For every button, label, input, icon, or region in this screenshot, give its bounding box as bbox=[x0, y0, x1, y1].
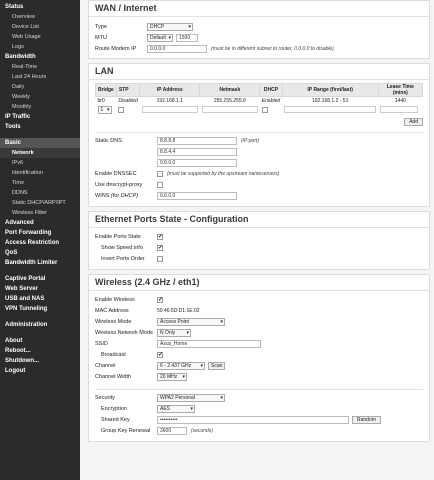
lan-bridge-table bbox=[95, 83, 423, 116]
group-key-renewal-input[interactable]: 3600 bbox=[157, 427, 187, 435]
random-key-button[interactable]: Random bbox=[352, 416, 381, 424]
wireless-mode-label: Wireless Mode bbox=[95, 319, 132, 325]
wireless-section bbox=[88, 274, 430, 442]
wireless-enable-checkbox[interactable] bbox=[157, 297, 163, 303]
ssid-input[interactable]: Asus_Home bbox=[157, 340, 261, 348]
new-lease-input[interactable] bbox=[380, 106, 418, 113]
sidebar-category-vpn-tunneling[interactable]: VPN Tunneling bbox=[5, 306, 48, 312]
sidebar-category-usb-and-nas[interactable]: USB and NAS bbox=[5, 296, 45, 302]
wireless-enable-label: Enable Wireless bbox=[95, 297, 135, 303]
sidebar-item-static-dhcp-arp-ipt[interactable]: Static DHCP/ARP/IPT bbox=[12, 200, 66, 206]
sidebar-item-ddns[interactable]: DDNS bbox=[12, 190, 28, 196]
sidebar-category-ip-traffic[interactable]: IP Traffic bbox=[5, 114, 31, 120]
dnscrypt-checkbox[interactable] bbox=[157, 182, 163, 188]
column-header: IP Range (first/last) bbox=[282, 84, 378, 97]
dnscrypt-label: Use dnscrypt-proxy bbox=[95, 182, 143, 188]
column-header: DHCP bbox=[260, 84, 282, 97]
network-mode-label: Wireless Network Mode bbox=[95, 330, 154, 336]
ip-cell: 192.168.1.1 bbox=[156, 98, 184, 105]
new-bridge-row bbox=[96, 106, 423, 116]
sidebar-category-captive-portal[interactable]: Captive Portal bbox=[5, 276, 46, 282]
column-header: IP Address bbox=[140, 84, 200, 97]
mac-label: MAC Address bbox=[95, 308, 129, 314]
network-mode-select[interactable]: N Only ▾ bbox=[157, 329, 191, 337]
sidebar-category-reboot[interactable]: Reboot... bbox=[5, 348, 31, 354]
wins-input[interactable]: 0.0.0.0 bbox=[157, 192, 237, 200]
dhcp-cell: Enabled bbox=[261, 98, 281, 105]
invert-ports-checkbox[interactable] bbox=[157, 256, 163, 262]
broadcast-label: Broadcast bbox=[101, 352, 126, 358]
dns-input-3[interactable]: 0.0.0.0 bbox=[157, 159, 237, 167]
wins-hint: (for DHCP) bbox=[110, 193, 139, 199]
scan-button[interactable]: Scan bbox=[208, 362, 225, 370]
sidebar-category-basic[interactable]: Basic bbox=[0, 138, 80, 148]
column-header: Netmask bbox=[200, 84, 260, 97]
ports-enable-label: Enable Ports State bbox=[95, 234, 141, 240]
sidebar-item-logs[interactable]: Logs bbox=[12, 44, 24, 50]
lan-title: LAN bbox=[89, 64, 429, 80]
channel-width-label: Channel Width bbox=[95, 374, 132, 380]
sidebar-category-status[interactable]: Status bbox=[5, 4, 24, 10]
sidebar-category-bandwidth[interactable]: Bandwidth bbox=[5, 54, 36, 60]
static-dns-label: Static DNS bbox=[95, 138, 122, 144]
sidebar-category-tools[interactable]: Tools bbox=[5, 124, 21, 130]
main-content bbox=[88, 0, 430, 480]
new-bridge-select[interactable]: 1 ▾ bbox=[98, 106, 112, 114]
wireless-title: Wireless (2.4 GHz / eth1) bbox=[89, 275, 429, 291]
column-header: Bridge bbox=[96, 84, 117, 97]
new-netmask-input[interactable] bbox=[202, 106, 258, 113]
route-modem-label: Route Modem IP bbox=[95, 45, 137, 52]
sidebar-item-real-time[interactable]: Real-Time bbox=[12, 64, 38, 70]
route-modem-note: (must be in different subnet to router, 0.0.0.0 to disable) bbox=[211, 45, 334, 52]
new-ip-input[interactable] bbox=[142, 106, 198, 113]
netmask-cell: 255.255.255.0 bbox=[213, 98, 246, 105]
channel-label: Channel bbox=[95, 363, 116, 369]
sidebar-item-identification[interactable]: Identification bbox=[12, 170, 43, 176]
shared-key-label: Shared Key bbox=[101, 417, 130, 423]
dns-input-1[interactable]: 8.8.8.8 bbox=[157, 137, 237, 145]
mtu-label: MTU bbox=[95, 34, 107, 41]
wan-type-label: Type bbox=[95, 23, 107, 30]
new-dhcp-checkbox[interactable] bbox=[262, 107, 268, 113]
lan-table-header bbox=[96, 84, 423, 97]
ports-enable-checkbox[interactable] bbox=[157, 234, 163, 240]
dnssec-label: Enable DNSSEC bbox=[95, 171, 137, 177]
ssid-label: SSID bbox=[95, 341, 108, 347]
sidebar-category-administration[interactable]: Administration bbox=[5, 322, 48, 328]
sidebar-category-logout[interactable]: Logout bbox=[5, 368, 26, 374]
security-select[interactable]: WPA2 Personal ▾ bbox=[157, 394, 225, 402]
sidebar-item-overview[interactable]: Overview bbox=[12, 14, 35, 20]
sidebar-category-bandwidth-limiter[interactable]: Bandwidth Limiter bbox=[5, 260, 58, 266]
sidebar-item-ipv6[interactable]: IPv6 bbox=[12, 160, 24, 166]
shared-key-input[interactable]: •••••••••• bbox=[157, 416, 349, 424]
sidebar-item-daily[interactable]: Daily bbox=[12, 84, 25, 90]
wan-section bbox=[88, 0, 430, 59]
sidebar-item-device-list[interactable]: Device List bbox=[12, 24, 39, 30]
bridge-cell: br0 bbox=[97, 98, 105, 105]
new-range-input[interactable] bbox=[284, 106, 376, 113]
channel-select[interactable]: 6 - 2.437 GHz ▾ bbox=[157, 362, 205, 370]
dnssec-note: (must be supported by the upstream nameservers) bbox=[167, 171, 280, 177]
column-header: STP bbox=[116, 84, 139, 97]
wins-label: WINS (for DHCP) bbox=[95, 193, 139, 199]
sidebar-category-qos[interactable]: QoS bbox=[5, 250, 18, 256]
mac-value: 50:46:5D:D1:1E:02 bbox=[157, 308, 200, 314]
broadcast-checkbox[interactable] bbox=[157, 352, 163, 358]
wan-type-select[interactable]: DHCP ▾ bbox=[147, 23, 193, 31]
stp-cell: Disabled bbox=[118, 98, 138, 105]
sidebar-category-port-forwarding[interactable]: Port Forwarding bbox=[5, 230, 52, 236]
dns-input-2[interactable]: 8.8.4.4 bbox=[157, 148, 237, 156]
sidebar-category-web-server[interactable]: Web Server bbox=[5, 286, 38, 292]
sidebar-item-network[interactable]: Network bbox=[0, 148, 80, 158]
column-header: Lease Time (mins) bbox=[378, 84, 422, 97]
ports-section bbox=[88, 211, 430, 270]
channel-width-select[interactable]: 20 MHz ▾ bbox=[157, 373, 187, 381]
lan-section bbox=[88, 63, 430, 207]
speed-info-checkbox[interactable] bbox=[157, 245, 163, 251]
sidebar-nav bbox=[0, 0, 80, 480]
sidebar-item-last-24-hours[interactable]: Last 24 Hours bbox=[12, 74, 47, 80]
lease-cell: 1440 bbox=[394, 98, 406, 105]
dns-note: (IP:port) bbox=[241, 138, 260, 144]
wan-title: WAN / Internet bbox=[89, 1, 429, 17]
dnssec-checkbox[interactable] bbox=[157, 171, 163, 177]
table-row[interactable] bbox=[96, 97, 423, 106]
invert-ports-label: Invert Ports Order bbox=[101, 256, 145, 262]
ports-title: Ethernet Ports State - Configuration bbox=[89, 212, 429, 228]
route-modem-input[interactable]: 0.0.0.0 bbox=[147, 45, 207, 53]
security-label: Security bbox=[95, 395, 115, 401]
sidebar-category-advanced[interactable]: Advanced bbox=[5, 220, 34, 226]
sidebar-item-time[interactable]: Time bbox=[12, 180, 25, 186]
encryption-select[interactable]: AES ▾ bbox=[157, 405, 195, 413]
sidebar-item-wireless-filter[interactable]: Wireless Filter bbox=[12, 210, 47, 216]
sidebar-item-monthly[interactable]: Monthly bbox=[12, 104, 32, 110]
speed-info-label: Show Speed Info bbox=[101, 245, 143, 251]
group-key-renewal-label: Group Key Renewal bbox=[101, 428, 151, 434]
sidebar-item-weekly[interactable]: Weekly bbox=[12, 94, 30, 100]
wireless-mode-select[interactable]: Access Point ▾ bbox=[157, 318, 225, 326]
sidebar-category-access-restriction[interactable]: Access Restriction bbox=[5, 240, 60, 246]
range-cell: 192.168.1.2 - 51 bbox=[311, 98, 349, 105]
new-stp-checkbox[interactable] bbox=[118, 107, 124, 113]
mtu-input[interactable]: 1500 bbox=[176, 34, 198, 42]
sidebar-category-shutdown[interactable]: Shutdown... bbox=[5, 358, 39, 364]
sidebar-item-web-usage[interactable]: Web Usage bbox=[12, 34, 41, 40]
mtu-mode-select[interactable]: Default ▾ bbox=[147, 34, 173, 42]
encryption-label: Encryption bbox=[101, 406, 127, 412]
sidebar-category-about[interactable]: About bbox=[5, 338, 23, 344]
add-bridge-button[interactable]: Add bbox=[404, 118, 423, 126]
renewal-unit: (seconds) bbox=[191, 428, 213, 434]
